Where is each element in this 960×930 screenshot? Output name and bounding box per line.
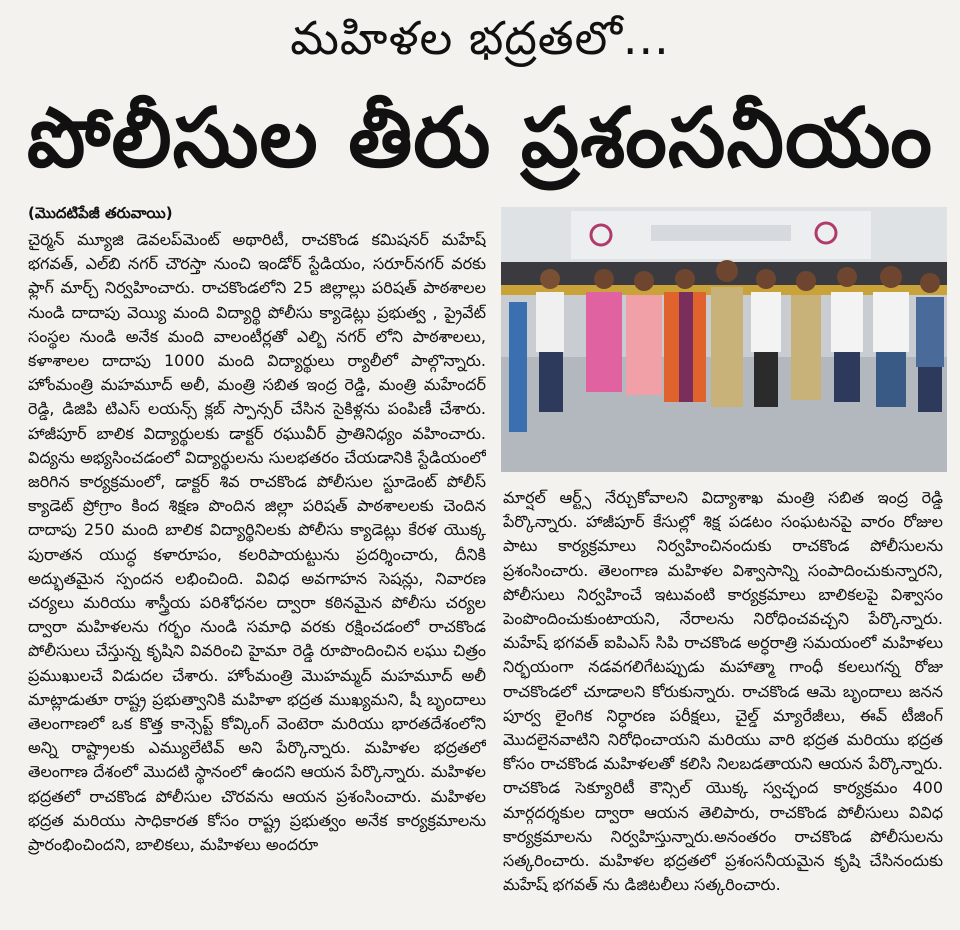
news-photo (501, 207, 947, 472)
article-left-column (28, 228, 486, 893)
right-column-text: మార్షల్ ఆర్ట్స్ నేర్చుకోవాలని విద్యాశాఖ మంత్రి సబిత ఇంద్ర రెడ్డి పేర్కొన్నారు. హాజీపూర్ కేసుల్లో శిక్ష పడటం సంఘటనపై వారం రోజుల పాటు కార్యక్రమాలు నిర్వహించినందుకు రాచకొండ పోలీసులను ప్రశంసించారు. తెలంగాణ మహిళల విశ్వాసాన్ని సంపాదించుకున్నారని, పోలీసులు నిర్వహించే ఇటువంటి కార్యక్రమాలు బాలికలపై విశ్వాసం పెంపొందించుకుంటాయని, నేరాలను నిరోధించవచ్చని పేర్కొన్నారు. మహేష్ భగవత్ ఐపిఎస్ సిపి రాచకొండ అర్ధరాత్రి సమయంలో మహిళలు నిర్భయంగా నడవగలిగేటప్పుడు మహాత్మా గాంధీ కలలుగన్న రోజు రాచకొండలో చూడాలని కోరుకున్నారు. రాచకొండ ఆమె బృందాలు జనన పూర్వ లైంగిక నిర్ధారణ పరీక్షలు, చైల్డ్ మ్యారేజీలు, ఈవ్ టీజింగ్ మొదలైనవాటిని నిరోధించాయని మరియు వారి భద్రత మరియు భద్రత కోసం రాచకొండ మహిళలతో కలిసి నిలబడతాయని ఆయన పేర్కొన్నారు. రాచకొండ సెక్యూరిటీ కౌన్సిల్ యొక్క స్వచ్ఛంద కార్యక్రమం 400 మార్గదర్శకుల ద్వారా ఆయన తెలిపారు, రాచకొండ పోలీసులు వివిధ కార్యక్రమాలను నిర్వహిస్తున్నారు.అనంతరం రాచకొండ పోలీసులను సత్కరించారు. మహిళల భద్రతలో ప్రశంసనీయమైన కృషి చేసినందుకు మహేష్ భగవత్ ను డిజిటలీలు సత్కరించారు. (503, 488, 943, 895)
left-column-text: చైర్మన్ మ్యూజి డెవలప్‌మెంట్ అథారిటీ, రాచకొండ కమిషనర్ మహేష్ భగవత్, ఎల్‌బి నగర్ చౌరస్తా నుంచి ఇండోర్ స్టేడియం, సరూర్‌నగర్ వరకు ఫ్లాగ్ మార్చ్ నిర్వహించారు. రాచకొండలోని 25 జిల్లాల్లు పరిషత్ పాఠశాలల నుండి దాదాపు వెయ్యి మంది విద్యార్థి పోలీసు క్యాడెట్లు ప్రభుత్వ , ప్రైవేట్ సంస్థల నుండి అనేక మంది వాలంటీర్లతో ఎల్బి నగర్ లోని పాఠశాలలు, కళాశాలల దాదాపు 1000 మంది విద్యార్థులు ర్యాలీలో పాల్గొన్నారు. హోంమంత్రి మహమూద్ అలీ, మంత్రి సబిత ఇంద్ర రెడ్డి, మంత్రి మహేందర్ రెడ్డి, డిజిపి టిఎస్ లయన్స్ క్లబ్ స్పాన్సర్ చేసిన సైకిళ్లను పంపిణీ చేశారు. హాజీపూర్ బాలిక విద్యార్థులకు డాక్టర్ రఘువీర్ ప్రాతినిధ్యం వహించారు. విద్యను అభ్యసించడంలో విద్యార్థులను సులభతరం చేయడానికి స్టేడియంలో జరిగిన కార్యక్రమంలో, డాక్టర్ శివ రాచకొండ పోలీసుల స్టూడెంట్ పోలీస్ క్యాడెట్ ప్రోగ్రాం కింద శిక్షణ పొందిన జిల్లా పరిషత్ పాఠశాలలకు చెందిన దాదాపు 250 మంది బాలిక విద్యార్థినిలకు పోలీసు క్యాడెట్లు కేరళ యొక్క పురాతన యుద్ధ కళారూపం, కలరిపాయట్టును ప్రదర్శించారు, దీనికి అద్భుతమైన స్పందన లభించింది. వివిధ అవగాహన సెషన్లు, నివారణ చర్యలు మరియు శాస్త్రీయ పరిశోధనల ద్వారా కఠినమైన పోలీసు చర్యల ద్వారా మహిళలను గర్భం నుండి సమాధి వరకు రక్షించడంలో రాచకొండ పోలీసులు చేస్తున్న కృషిని వివరించి హైమా రెడ్డి రూపొందించిన లఘు చిత్రం ప్రముఖులచే విడుదల చేశారు. హోంమంత్రి మొహమ్మద్ మహమూద్ అలీ మాట్లాడుతూ రాష్ట్ర ప్రభుత్వానికి మహిళా భద్రత ముఖ్యమని, షీ బృందాలు తెలంగాణలో ఒక కొత్త కాన్సెప్ట్ కోవ్కింగ్ వెంటెరా మరియు భారతదేశంలోని అన్ని రాష్ట్రాలకు ఎమ్యులేటివ్ అని పేర్కొన్నారు. మహిళల భద్రతలో తెలంగాణ దేశంలో మొదటి స్థానంలో ఉందని ఆయన పేర్కొన్నారు. మహిళల భద్రతలో రాచకొండ పోలీసుల చొరవను ఆయన ప్రశంసించారు. మహిళల భద్రత మరియు సాధికారత కోసం రాష్ట్ర ప్రభుత్వం అనేక కార్యక్రమాలను ప్రారంభించిందని, బాలికలు, మహిళలు అందరూ (28, 230, 486, 855)
group-photo-illustration (501, 207, 947, 472)
main-headline: పోలీసుల తీరు ప్రశంసనీయం (26, 91, 933, 186)
continued-label: (మొదటిపేజీ తరువాయి) (28, 204, 173, 222)
kicker-heading: మహిళల భద్రతలో... (290, 11, 670, 65)
article-right-column (503, 486, 943, 896)
